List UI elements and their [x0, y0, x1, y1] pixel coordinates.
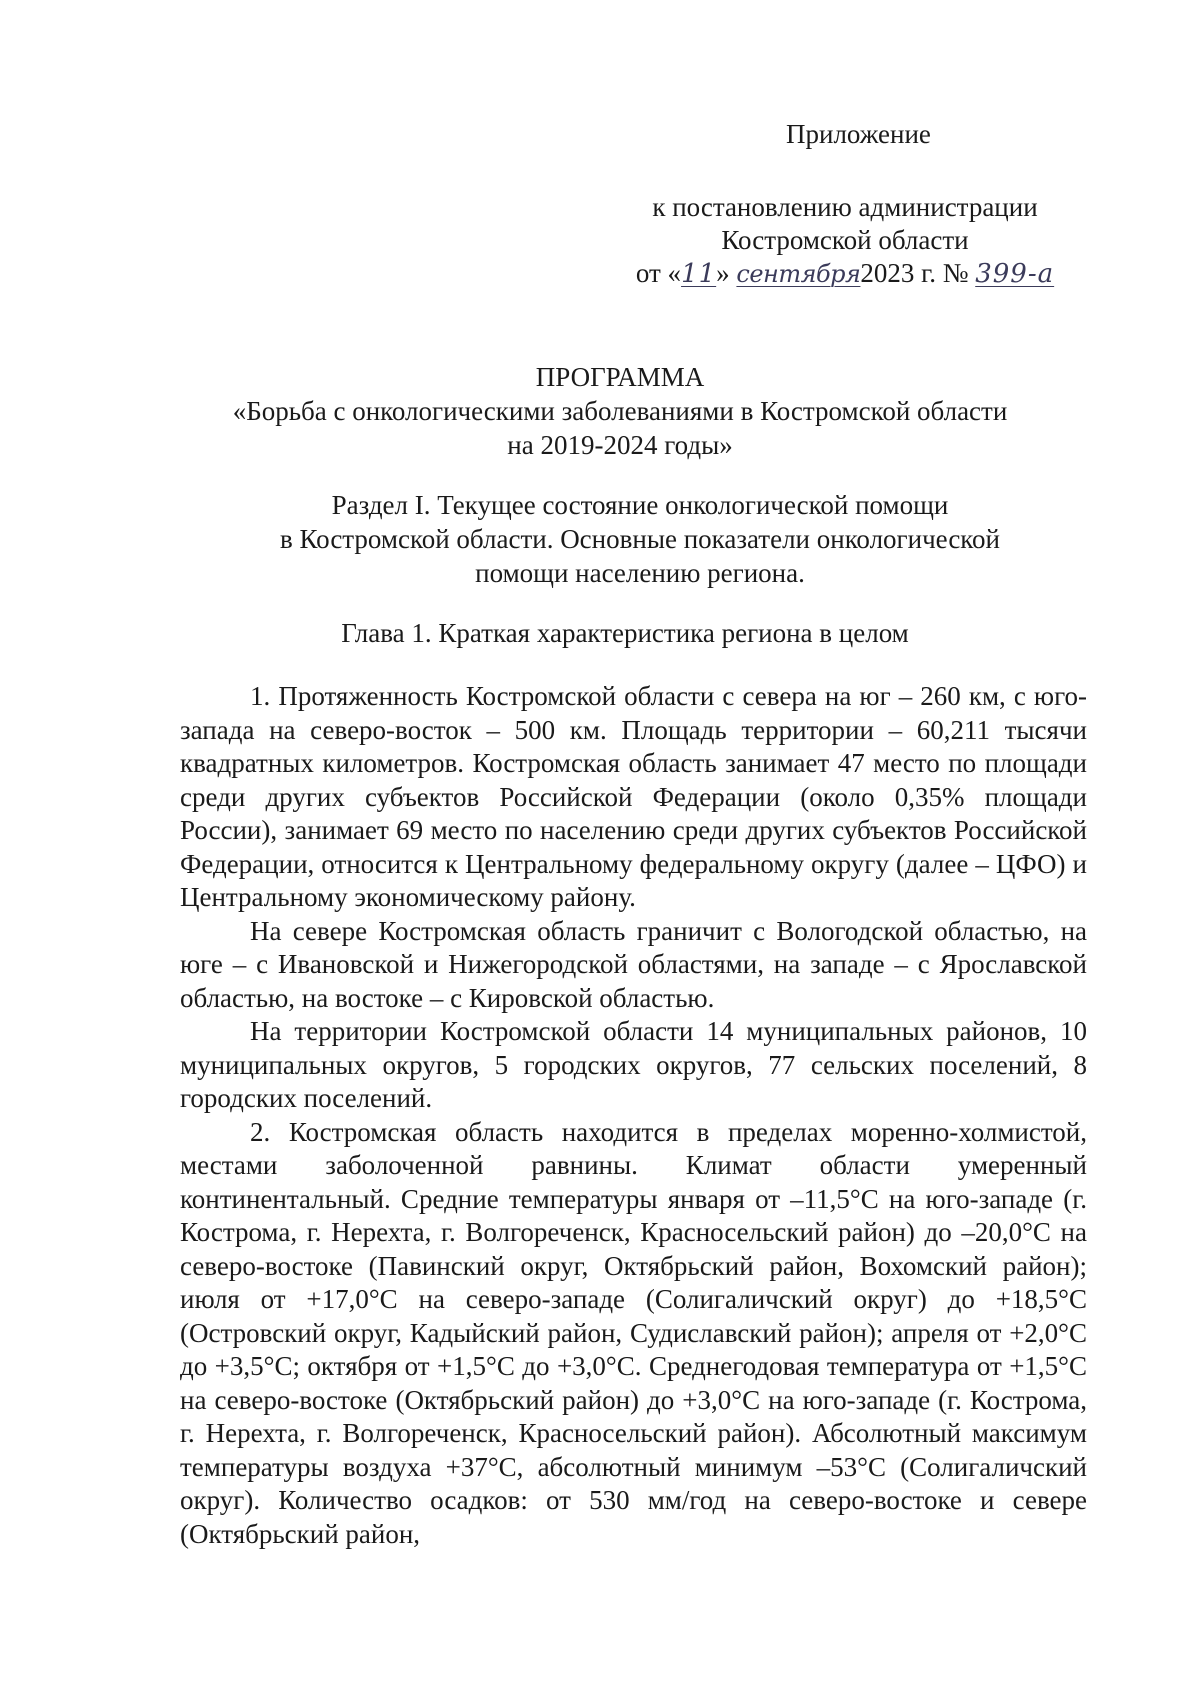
paragraph-3: На территории Костромской области 14 муниципальных районов, 10 муниципальных округов, 5 городских округов, 77 сельских поселений, 8 городских поселений. — [180, 1016, 1087, 1113]
appendix-label: Приложение — [786, 119, 931, 149]
paragraph-2: На севере Костромская область граничит с Вологодской областью, на юге – с Ивановской и Нижегородской областями, на западе – с Ярославской областью, на востоке – с Кировской областью. — [180, 915, 1087, 1013]
body-text — [180, 680, 1087, 1551]
date-prefix: от « — [635, 258, 682, 288]
handwritten-day: 11 — [681, 259, 717, 289]
handwritten-decree-number: 399-а — [975, 259, 1055, 289]
decree-date-line — [620, 257, 1070, 291]
handwritten-month: сентября — [736, 260, 861, 288]
decree-line-1: к постановлению администрации — [652, 192, 1038, 222]
paragraph-4: 2. Костромская область находится в пределах моренно-холмистой, местами заболоченной равнины. Климат области умеренный континентальный. Средние температуры января от –11,5°С на юго-западе (г. Кострома, г. Нерехта, г. Волгореченск, Красносельский район) до –20,0°С на северо-востоке (Павинский округ, Октябрьский район, Вохомский район); июля от +17,0°С на северо-западе (Солигаличский округ) до +18,5°С (Островский округ, Кадыйский район, Судиславский район); апреля от +2,0°С до +3,5°С; октября от +1,5°С до +3,0°С. Среднегодовая температура от +1,5°С на северо-востоке (Октябрьский район) до +3,0°С на юго-западе (г. Кострома, г. Нерехта, г. Волгореченск, Красносельский район). Абсолютный максимум температуры воздуха +37°С, абсолютный минимум –53°С (Солигаличский округ). Количество осадков: от 530 мм/год на северо-востоке и севере (Октябрьский район, — [180, 1116, 1087, 1549]
date-mid: » — [716, 258, 730, 288]
program-subtitle-line-2: на 2019-2024 годы» — [507, 430, 733, 460]
section-heading-line-3: помощи населению региона. — [475, 558, 805, 588]
chapter-heading — [175, 616, 1075, 650]
program-subtitle-line-1: «Борьба с онкологическими заболеваниями в Костромской области — [232, 396, 1008, 426]
program-title: ПРОГРАММА — [535, 362, 705, 392]
decree-reference — [620, 191, 1070, 291]
section-heading — [190, 488, 1090, 590]
decree-line-2: Костромской области — [721, 225, 969, 255]
section-heading-line-1: Раздел I. Текущее состояние онкологической помощи — [331, 490, 949, 520]
section-heading-line-2: в Костромской области. Основные показатели онкологической — [279, 524, 1000, 554]
program-heading — [170, 360, 1070, 462]
chapter-title: Глава 1. Краткая характеристика региона в целом — [341, 618, 909, 648]
date-year: 2023 г. № — [860, 258, 969, 288]
paragraph-1: 1. Протяженность Костромской области с севера на юг – 260 км, с юго-запада на северо-восток – 500 км. Площадь территории – 60,211 тысячи квадратных километров. Костромская область занимает 47 место по площади среди других субъектов Российской Федерации (около 0,35% площади России), занимает 69 место по населению среди других субъектов Российской Федерации, относится к Центральному федеральному округу (далее – ЦФО) и Центральному экономическому району. — [180, 681, 1087, 912]
